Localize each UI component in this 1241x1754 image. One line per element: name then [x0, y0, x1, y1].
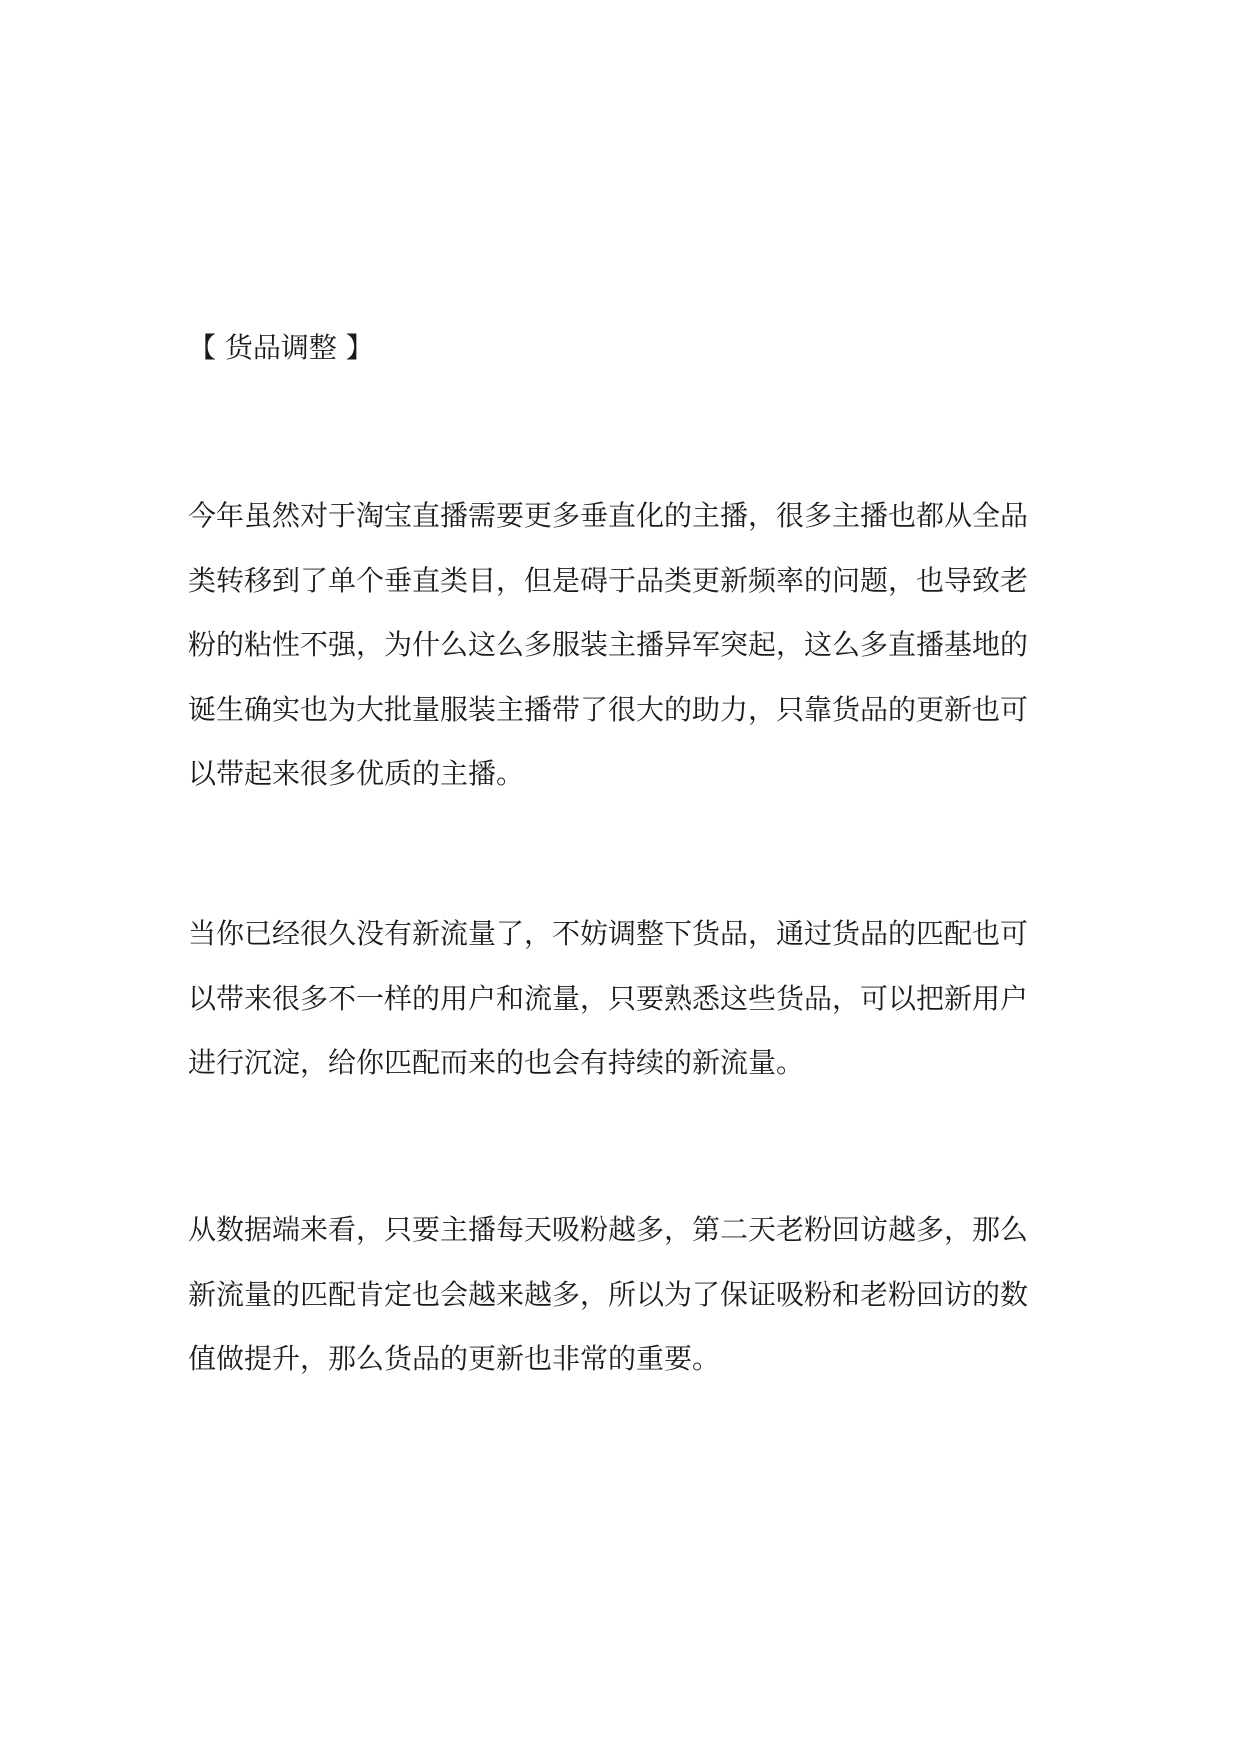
paragraph-line: 诞生确实也为大批量服装主播带了很大的助力，只靠货品的更新也可: [188, 692, 1029, 726]
paragraph-1: [188, 484, 1068, 807]
paragraph-line: 新流量的匹配肯定也会越来越多，所以为了保证吸粉和老粉回访的数: [188, 1277, 1029, 1311]
paragraph-line: 以带起来很多优质的主播。: [188, 757, 525, 790]
paragraph-line: 以带来很多不一样的用户和流量，只要熟悉这些货品，可以把新用户: [188, 981, 1029, 1015]
section-heading: 【 货品调整 】: [188, 331, 374, 364]
paragraph-2: [188, 902, 1068, 1096]
paragraph-line: 粉的粘性不强，为什么这么多服装主播异军突起，这么多直播基地的: [188, 628, 1029, 661]
paragraph-line: 今年虽然对于淘宝直播需要更多垂直化的主播，很多主播也都从全品: [188, 499, 1029, 532]
paragraph-line: 值做提升，那么货品的更新也非常的重要。: [188, 1342, 721, 1375]
paragraph-line: 类转移到了单个垂直类目，但是碍于品类更新频率的问题，也导致老: [188, 563, 1029, 597]
paragraph-line: 从数据端来看，只要主播每天吸粉越多，第二天老粉回访越多，那么: [188, 1213, 1029, 1246]
paragraph-line: 进行沉淀，给你匹配而来的也会有持续的新流量。: [188, 1046, 805, 1079]
paragraph-line: 当你已经很久没有新流量了，不妨调整下货品，通过货品的匹配也可: [188, 917, 1029, 950]
paragraph-3: [188, 1198, 1068, 1392]
